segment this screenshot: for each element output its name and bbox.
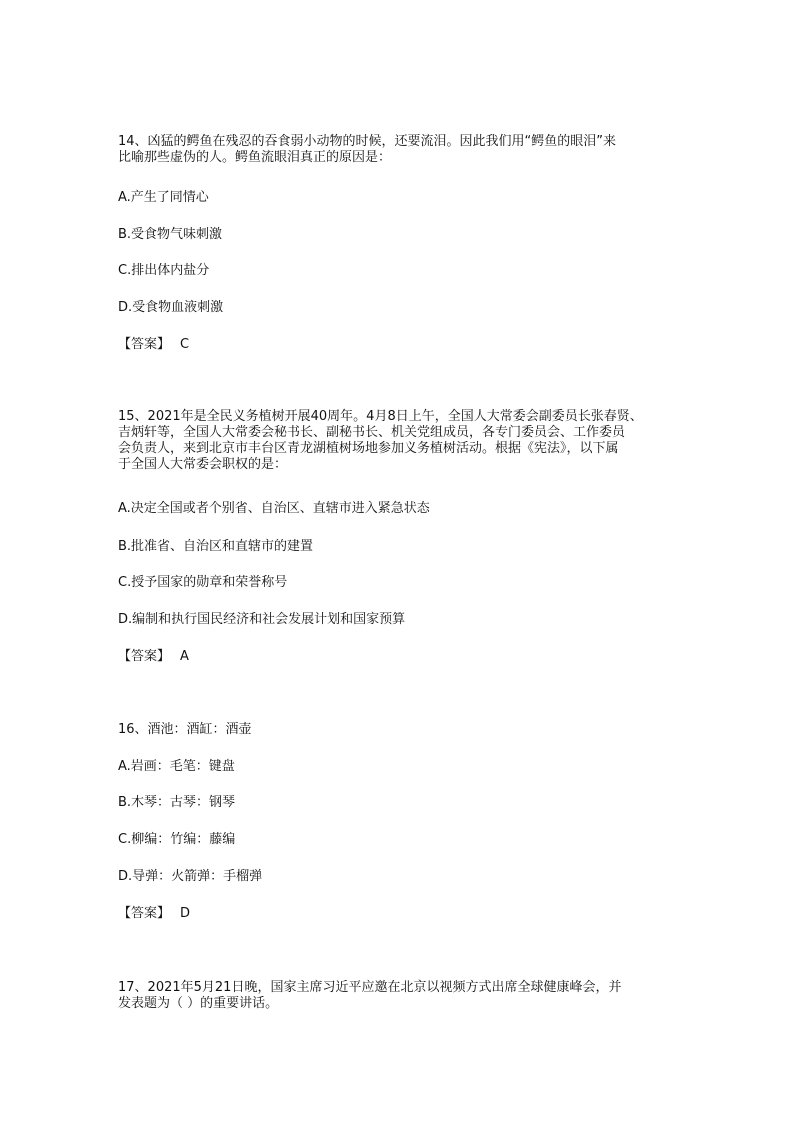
option-b: B.批准省、自治区和直辖市的建置 [118,539,314,554]
stem-line: 发表题为（ ）的重要讲话。 [118,996,279,1011]
option-d: D.编制和执行国民经济和社会发展计划和国家预算 [118,612,406,627]
answer-value: C [180,337,190,352]
stem-line: 比喻那些虚伪的人。鳄鱼流眼泪真正的原因是： [118,150,392,165]
answer-label: 【答案】 [118,906,171,921]
stem-line: 16、酒池：酒缸：酒壶 [118,722,252,737]
answer-label: 【答案】 [118,649,171,664]
question-stem [118,722,678,738]
question-15 [118,409,678,669]
answer [118,649,189,665]
option-b: B.木琴：古琴：钢琴 [118,795,236,810]
stem-line: 会负责人，来到北京市丰台区青龙湖植树场地参加义务植树活动。根据《宪法》，以下属 [118,441,619,456]
question-stem [118,134,678,166]
stem-line: 吉炳轩等，全国人大常委会秘书长、副秘书长、机关党组成员，各专门委员会、工作委员 [118,425,626,440]
answer [118,337,189,353]
stem-line: 17、2021年5月21日晚，国家主席习近平应邀在北京以视频方式出席全球健康峰会，并 [118,980,622,995]
option-a: A.岩画：毛笔：键盘 [118,759,235,774]
stem-line: 15、2021年是全民义务植树开展40周年。4月8日上午，全国人大常委会副委员长张春贤、 [118,409,643,424]
answer-value: D [180,906,191,921]
answer [118,906,190,922]
stem-line: 于全国人大常委会职权的是： [118,457,288,472]
stem-line: 14、凶猛的鳄鱼在残忍的吞食弱小动物的时候，还要流泪。因此我们用“鳄鱼的眼泪”来 [118,134,617,149]
option-d: D.导弹：火箭弹：手榴弹 [118,869,263,884]
question-stem [118,980,678,1012]
question-14 [118,134,678,354]
question-stem [118,409,678,473]
option-b: B.受食物气味刺激 [118,227,223,242]
option-c: C.柳编：竹编：藤编 [118,832,236,847]
option-a: A.决定全国或者个别省、自治区、直辖市进入紧急状态 [118,501,430,516]
answer-value: A [180,649,189,664]
option-a: A.产生了同情心 [118,190,209,205]
option-c: C.排出体内盐分 [118,263,210,278]
option-c: C.授予国家的勋章和荣誉称号 [118,575,288,590]
question-17 [118,980,678,1020]
question-16 [118,722,678,922]
option-d: D.受食物血液刺激 [118,300,224,315]
answer-label: 【答案】 [118,337,171,352]
